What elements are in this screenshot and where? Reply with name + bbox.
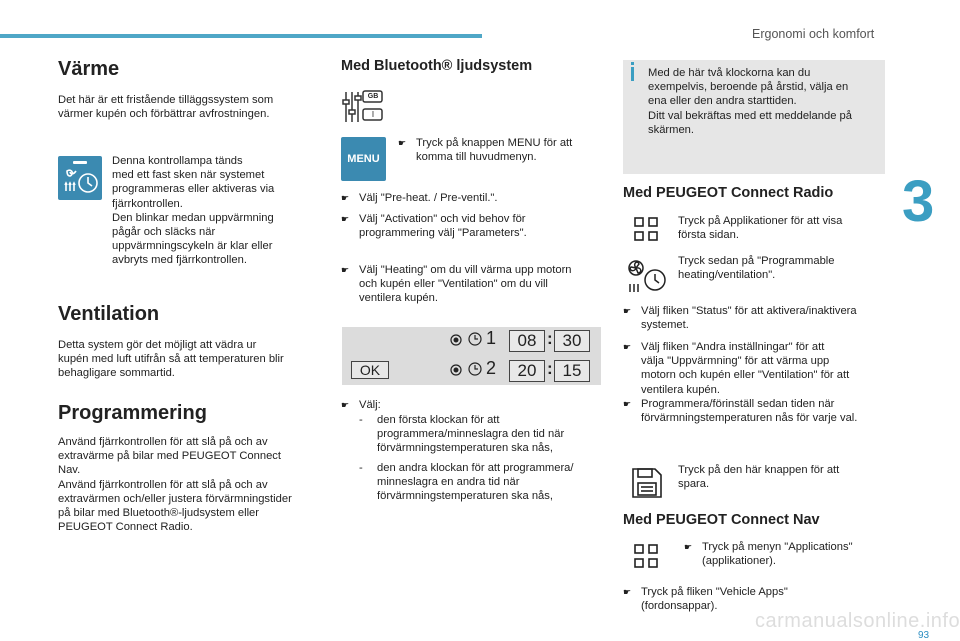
program-step <box>623 397 898 425</box>
lamp-description <box>112 154 312 268</box>
bullet-icon: ☛ <box>623 399 632 409</box>
ventilation-paragraph <box>58 338 318 381</box>
text-line: Välj fliken "Andra inställningar" för att <box>641 341 825 353</box>
bullet-icon: ☛ <box>341 265 350 275</box>
text-line: Tryck sedan på "Programmable <box>678 255 835 267</box>
text-line: Använd fjärrkontrollen för att slå på och av <box>58 436 268 448</box>
text-line: Välj "Activation" och vid behov för <box>359 213 526 225</box>
preheat-step <box>341 191 601 205</box>
info-icon-dot <box>631 62 634 65</box>
text-line: första sidan. <box>678 229 739 242</box>
text-line: på bilar med Bluetooth®-ljudsystem eller <box>58 507 260 520</box>
ok-button[interactable]: OK <box>351 361 389 379</box>
lamp-text-line: pågår och släcks när <box>112 226 216 239</box>
andra-step <box>623 340 898 397</box>
info-text <box>648 66 883 137</box>
bullet-icon: ☛ <box>398 138 407 148</box>
text-line: Programmera/förinställ sedan tiden när <box>641 398 835 410</box>
text-line: den andra klockan för att programmera/ <box>377 462 574 474</box>
clock2-index: 2 <box>486 358 497 378</box>
text-line: Tryck på den här knappen för att <box>678 464 840 476</box>
ventilation-heading: Ventilation <box>58 303 160 325</box>
save-text <box>678 463 888 491</box>
text-line: systemet. <box>641 319 689 332</box>
lamp-text-line: Denna kontrollampa tänds <box>112 155 243 167</box>
heating-lamp-icon <box>58 156 102 200</box>
nav-heading: Med PEUGEOT Connect Nav <box>623 512 820 528</box>
bullet-icon: ☛ <box>623 306 632 316</box>
section-title: Ergonomi och komfort <box>752 27 875 41</box>
varme-intro: Det här är ett fristående tilläggssystem som värmer kupén och förbättrar avfrostningen. <box>58 94 274 121</box>
text-line: programmering välj "Parameters". <box>359 227 527 240</box>
text-line: behagligare sommartid. <box>58 367 175 380</box>
text-line: extravärme på bilar med PEUGEOT Connect <box>58 450 282 463</box>
activation-step <box>341 212 601 240</box>
clock1-index: 1 <box>486 328 497 348</box>
programmering-heading: Programmering <box>58 402 207 424</box>
menu-button-icon: MENU <box>341 137 386 181</box>
text-line: spara. <box>678 478 710 491</box>
clock2-minutes[interactable]: 15 <box>554 360 590 382</box>
text-line: Nav. <box>58 464 81 477</box>
text-line: ena eller den andra starttiden. <box>648 95 797 108</box>
lamp-text-line: Den blinkar medan uppvärmning <box>112 211 274 224</box>
text-line: komma till huvudmenyn. <box>416 151 537 164</box>
radio-icon <box>450 333 462 345</box>
clock-display-panel <box>342 327 601 385</box>
save-icon <box>630 466 664 500</box>
valj-step <box>341 398 611 412</box>
text-line: PEUGEOT Connect Radio. <box>58 521 193 534</box>
lamp-text-line: fjärrkontrollen. <box>112 197 183 210</box>
text-line: Tryck på Applikationer för att visa <box>678 215 843 227</box>
varme-heading: Värme <box>58 58 120 80</box>
text-line: (fordonsappar). <box>641 600 718 613</box>
text-line: Detta system gör det möjligt att vädra ur <box>58 339 257 351</box>
dash-marker: - <box>359 462 363 474</box>
bullet-icon: ☛ <box>623 342 632 352</box>
text-line: exempelvis, beroende på årstid, välja en <box>648 81 849 94</box>
text-line: kupén med luft utifrån så att temperaturen blir <box>58 353 284 366</box>
nav-apps-step <box>684 540 894 568</box>
time-separator: : <box>547 359 553 378</box>
text-line: heating/ventilation". <box>678 269 776 282</box>
page-number: 93 <box>918 630 930 641</box>
apps-grid-icon <box>633 216 659 242</box>
equalizer-language-icon <box>341 88 387 128</box>
menu-step <box>398 136 608 164</box>
header-bar <box>0 34 482 38</box>
radio-prog-text <box>678 254 888 282</box>
valj-label: Välj: <box>359 399 381 411</box>
radio-heading: Med PEUGEOT Connect Radio <box>623 185 834 201</box>
programmering-paragraph <box>58 435 322 534</box>
lamp-text-line: avbryts med fjärrkontrollen. <box>112 254 247 267</box>
heating-step <box>341 263 606 306</box>
gb-label: GB <box>367 93 379 100</box>
text-line: Tryck på menyn "Applications" <box>702 541 853 553</box>
text-line: Välj "Pre-heat. / Pre-ventil.". <box>359 192 498 204</box>
text-line: Tryck på fliken "Vehicle Apps" <box>641 586 788 598</box>
clock2-hours[interactable]: 20 <box>509 360 545 382</box>
chapter-number: 3 <box>902 169 935 234</box>
text-line: ventilera kupén. <box>359 292 438 305</box>
text-line: förvärmningstemperaturen ska nås, <box>377 490 553 503</box>
bullet-icon: ☛ <box>684 542 693 552</box>
heating-ventilation-icon <box>624 256 670 296</box>
text-line: Välj fliken "Status" för att aktivera/inaktivera <box>641 305 857 317</box>
text-line: skärmen. <box>648 123 695 136</box>
bullet-icon: ☛ <box>341 400 350 410</box>
clock-icon <box>468 362 482 376</box>
valj-item-2 <box>359 461 609 504</box>
lamp-text-line: programmeras eller aktiveras via <box>112 183 275 196</box>
watermark: carmanualsonline.info <box>755 610 960 632</box>
text-line: välja "Uppvärmning" för att värma upp <box>641 355 830 368</box>
info-icon <box>631 67 634 81</box>
apps-grid-icon <box>633 543 659 569</box>
text-line: Med de här två klockorna kan du <box>648 67 811 79</box>
text-line: Tryck på knappen MENU för att <box>416 137 573 149</box>
status-step <box>623 304 898 332</box>
i-label: I <box>371 110 375 119</box>
text-line: ventilera kupén. <box>641 383 720 396</box>
valj-item-1 <box>359 413 609 456</box>
text-line: motorn och kupén eller "Ventilation" för att <box>641 369 850 382</box>
text-line: extravärmen och/eller justera förvärmningstider <box>58 492 292 505</box>
lamp-text-line: uppvärmningscykeln är klar eller <box>112 240 273 253</box>
radio-icon <box>450 363 462 375</box>
text-line: programmera/minneslagra den tid när <box>377 428 565 441</box>
text-line: Använd fjärrkontrollen för att slå på och av <box>58 478 268 491</box>
clock-icon <box>468 332 482 346</box>
text-line: förvärmningstemperaturen nås för varje val. <box>641 412 858 425</box>
bluetooth-heading: Med Bluetooth® ljudsystem <box>341 58 533 74</box>
lamp-text-line: med ett fast sken när systemet <box>112 169 265 182</box>
bullet-icon: ☛ <box>341 193 350 203</box>
time-separator: : <box>547 329 553 348</box>
dash-marker: - <box>359 414 363 426</box>
text-line: Välj "Heating" om du vill värma upp motorn <box>359 264 572 276</box>
text-line: förvärmningstemperaturen ska nås, <box>377 442 553 455</box>
clock1-minutes[interactable]: 30 <box>554 330 590 352</box>
text-line: (applikationer). <box>702 555 776 568</box>
text-line: Ditt val bekräftas med ett meddelande på <box>648 109 852 122</box>
clock1-hours[interactable]: 08 <box>509 330 545 352</box>
text-line: och kupén eller "Ventilation" om du vill <box>359 278 548 291</box>
bullet-icon: ☛ <box>341 214 350 224</box>
radio-apps-text <box>678 214 888 242</box>
text-line: den första klockan för att <box>377 414 500 426</box>
text-line: minneslagra en andra tid när <box>377 476 520 489</box>
bullet-icon: ☛ <box>623 587 632 597</box>
